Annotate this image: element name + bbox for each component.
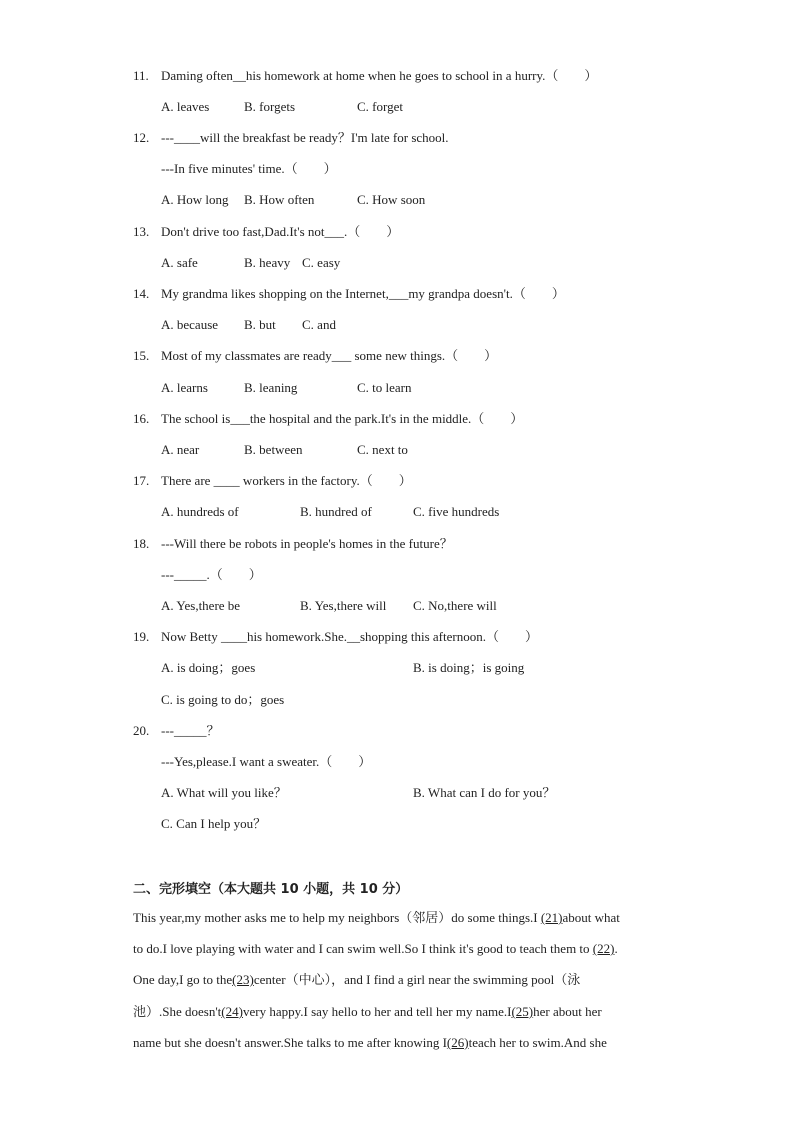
section-title: 二、完形填空（本大题共 10 小题，共 10 分） bbox=[133, 882, 409, 897]
option-b: B. heavy bbox=[244, 255, 291, 270]
passage-text: One day,I go to the bbox=[133, 972, 233, 987]
option-a: A. learns bbox=[161, 380, 208, 395]
question-13 bbox=[133, 224, 693, 240]
question-line2: ---In five minutes' time.（ ） bbox=[161, 161, 337, 176]
option-b: B. forgets bbox=[244, 99, 296, 114]
passage-text: 池）.She doesn't bbox=[133, 1004, 222, 1019]
question-number: 17. bbox=[133, 473, 150, 488]
passage-text: very happy.I say hello to her and tell her my name.I bbox=[242, 1004, 512, 1019]
question-stem: ---____will the breakfast be ready？I'm late for school. bbox=[161, 130, 449, 145]
option-c: C. and bbox=[302, 317, 336, 332]
passage-text: her about her bbox=[533, 1004, 602, 1019]
option-b: B. What can I do for you？ bbox=[413, 785, 556, 800]
question-stem: Now Betty ____his homework.She.__shopping this afternoon.（ ） bbox=[161, 629, 538, 644]
passage-line-1 bbox=[133, 910, 663, 926]
passage-line-3 bbox=[133, 972, 663, 988]
question-number: 13. bbox=[133, 224, 150, 239]
option-b: B. hundred of bbox=[300, 504, 372, 519]
blank-21: (21) bbox=[540, 910, 563, 925]
option-c: C. next to bbox=[357, 442, 408, 457]
question-stem: The school is___the hospital and the park.It's in the middle.（ ） bbox=[161, 411, 524, 426]
question-stem: My grandma likes shopping on the Internet,___my grandpa doesn't.（ ） bbox=[161, 286, 565, 301]
question-stem: Most of my classmates are ready___ some new things.（ ） bbox=[161, 348, 498, 363]
question-number: 19. bbox=[133, 629, 150, 644]
option-a: A. hundreds of bbox=[161, 504, 239, 519]
passage-line-5 bbox=[133, 1035, 663, 1051]
option-a: A. near bbox=[161, 442, 200, 457]
option-c: C. Can I help you？ bbox=[161, 816, 267, 831]
question-16 bbox=[133, 411, 693, 427]
option-a: A. safe bbox=[161, 255, 198, 270]
question-19 bbox=[133, 629, 693, 645]
question-line2: ---Yes,please.I want a sweater.（ ） bbox=[161, 754, 372, 769]
question-stem: ---_____？ bbox=[161, 723, 220, 738]
option-c: C. How soon bbox=[357, 192, 426, 207]
passage-text: teach her to swim.And she bbox=[468, 1035, 607, 1050]
question-20 bbox=[133, 723, 693, 739]
question-line2: ---_____.（ ） bbox=[161, 567, 262, 582]
question-stem: Daming often__his homework at home when he goes to school in a hurry.（ ） bbox=[161, 68, 598, 83]
question-number: 15. bbox=[133, 348, 150, 363]
passage-text: about what bbox=[562, 910, 620, 925]
blank-25: (25) bbox=[511, 1004, 534, 1019]
option-a: A. is doing；goes bbox=[161, 660, 256, 675]
question-stem: ---Will there be robots in people's homes in the future？ bbox=[161, 536, 453, 551]
question-12 bbox=[133, 130, 693, 146]
question-number: 12. bbox=[133, 130, 150, 145]
question-number: 20. bbox=[133, 723, 150, 738]
option-a: A. How long bbox=[161, 192, 229, 207]
question-number: 16. bbox=[133, 411, 150, 426]
option-b: B. Yes,there will bbox=[300, 598, 387, 613]
option-b: B. is doing；is going bbox=[413, 660, 525, 675]
option-c: C. easy bbox=[302, 255, 341, 270]
option-c: C. five hundreds bbox=[413, 504, 500, 519]
option-c: C. to learn bbox=[357, 380, 412, 395]
option-b: B. between bbox=[244, 442, 303, 457]
question-14 bbox=[133, 286, 693, 302]
passage-text: name but she doesn't answer.She talks to me after knowing I bbox=[133, 1035, 447, 1050]
passage-line-4 bbox=[133, 1004, 663, 1020]
option-c: C. No,there will bbox=[413, 598, 497, 613]
question-stem: There are ____ workers in the factory.（ ） bbox=[161, 473, 412, 488]
question-number: 18. bbox=[133, 536, 150, 551]
option-b: B. How often bbox=[244, 192, 315, 207]
question-stem: Don't drive too fast,Dad.It's not___.（ ） bbox=[161, 224, 400, 239]
option-b: B. but bbox=[244, 317, 276, 332]
blank-24: (24) bbox=[221, 1004, 243, 1019]
passage-text: This year,my mother asks me to help my neighbors（邻居）do some things.I bbox=[133, 910, 541, 925]
blank-22: (22) bbox=[592, 941, 615, 956]
option-a: A. because bbox=[161, 317, 219, 332]
option-a: A. leaves bbox=[161, 99, 210, 114]
question-17 bbox=[133, 473, 693, 489]
passage-text: to do.I love playing with water and I can swim well.So I think it's good to teach them to bbox=[133, 941, 593, 956]
option-c: C. forget bbox=[357, 99, 403, 114]
question-number: 14. bbox=[133, 286, 150, 301]
option-a: A. Yes,there be bbox=[161, 598, 241, 613]
passage-text: . bbox=[614, 941, 618, 956]
question-15 bbox=[133, 348, 693, 364]
passage-line-2 bbox=[133, 941, 663, 957]
blank-26: (26) bbox=[446, 1035, 469, 1050]
question-11 bbox=[133, 68, 693, 84]
option-a: A. What will you like？ bbox=[161, 785, 287, 800]
option-c: C. is going to do；goes bbox=[161, 692, 285, 707]
option-b: B. leaning bbox=[244, 380, 298, 395]
blank-23: (23) bbox=[232, 972, 254, 987]
passage-text: center（中心），and I find a girl near the swimming pool（泳 bbox=[253, 972, 581, 987]
question-18 bbox=[133, 536, 693, 552]
question-number: 11. bbox=[133, 68, 149, 83]
